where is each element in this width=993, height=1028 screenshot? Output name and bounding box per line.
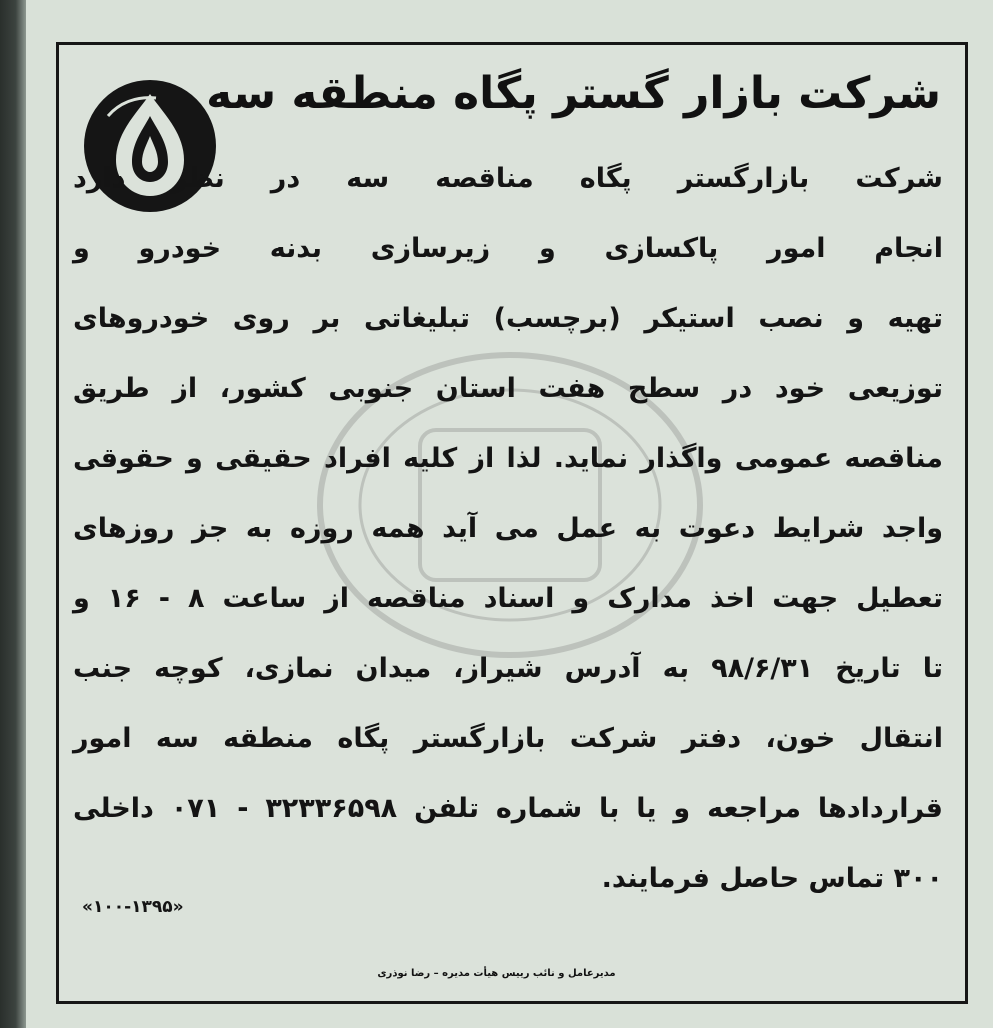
body-line: انتقال خون، دفتر شرکت بازارگستر پگاه منطقه سه امور — [73, 723, 943, 754]
body-line: شرکت بازارگستر پگاه مناقصه سه در نظر دارد — [73, 163, 943, 194]
body-line: واجد شرایط دعوت به عمل می آید همه روزه به جز روزهای — [73, 513, 943, 544]
signature-line: مدیرعامل و نائب رییس هیأت مدیره – رضا نوذری — [377, 968, 616, 979]
body-line: تهیه و نصب استیکر (برچسب) تبلیغاتی بر روی خودروهای — [73, 303, 943, 334]
paper-left-edge — [0, 0, 26, 1028]
body-line: توزیعی خود در سطح هفت استان جنوبی کشور، از طریق — [73, 373, 943, 404]
body-line: انجام امور پاکسازی و زیرسازی بدنه خودرو و — [73, 233, 943, 264]
company-title: شرکت بازار گستر پگاه منطقه سه — [206, 68, 941, 119]
notice-body — [73, 152, 943, 922]
body-line: تا تاریخ ۹۸/۶/۳۱ به آدرس شیراز، میدان نمازی، کوچه جنب — [73, 653, 943, 684]
body-line: تعطیل جهت اخذ مدارک و اسناد مناقصه از ساعت ۸ - ۱۶ و — [73, 583, 943, 614]
body-line: مناقصه عمومی واگذار نماید. لذا از کلیه افراد حقیقی و حقوقی — [73, 443, 943, 474]
body-line: قراردادها مراجعه و یا با شماره تلفن ۳۲۳۳۶۵۹۸ - ۰۷۱ داخلی — [73, 793, 943, 824]
body-line: ۳۰۰ تماس حاصل فرمایند. — [601, 863, 943, 894]
reference-number: «۱۰۰-۱۳۹۵» — [82, 897, 184, 917]
